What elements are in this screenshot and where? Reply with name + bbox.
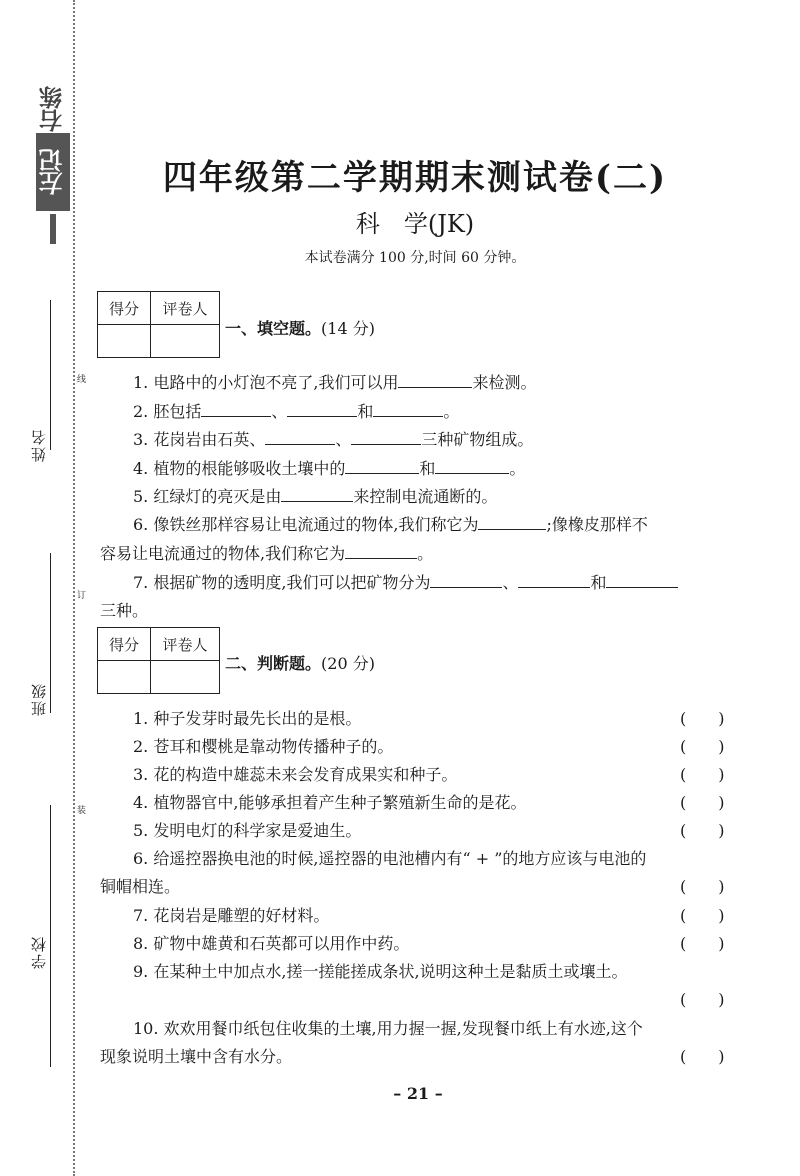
score-box-2 (97, 627, 220, 694)
fill-q7-line2: 三种。 (100, 601, 149, 620)
school-fill-line (50, 805, 51, 1067)
answer-blank[interactable] (435, 459, 509, 474)
judge-q9: 9. 在某种土中加点水,搓一搓能搓成条状,说明这种土是黏质土或壤土。 (133, 962, 628, 981)
binding-mark-xian: 线 (77, 375, 87, 385)
judge-q6-line2: 铜帽相连。 (100, 877, 181, 896)
judge-q4: 4. 植物器官中,能够承担着产生种子繁殖新生命的是花。 (133, 793, 527, 812)
section-1-heading: 一、填空题。(14 分) (225, 319, 375, 338)
judge-q10-line2: 现象说明土壤中含有水分。 (100, 1047, 293, 1066)
grader-cell[interactable] (151, 325, 220, 358)
answer-blank[interactable] (345, 544, 417, 559)
fill-q7-line1: 7. 根据矿物的透明度,我们可以把矿物分为 、 和 (133, 570, 678, 593)
school-label: 学校 (30, 935, 48, 969)
fill-q6-line2: 容易让电流通过的物体,我们称它为 。 (100, 544, 434, 563)
grader-cell[interactable] (151, 661, 220, 694)
answer-paren[interactable]: ( ) (680, 1047, 725, 1066)
brand-logo: 左记 (36, 133, 70, 211)
answer-paren[interactable]: ( ) (680, 821, 725, 840)
answer-blank[interactable] (345, 459, 419, 474)
class-label: 班级 (30, 682, 48, 716)
answer-paren[interactable]: ( ) (680, 737, 725, 756)
answer-paren[interactable]: ( ) (680, 934, 725, 953)
answer-blank[interactable] (430, 573, 502, 588)
fill-q6-line1: 6. 像铁丝那样容易让电流通过的物体,我们称它为 ;像橡皮那样不 (133, 515, 648, 534)
section-2-heading: 二、判断题。(20 分) (225, 654, 375, 673)
answer-blank[interactable] (373, 402, 443, 417)
answer-blank[interactable] (265, 430, 335, 445)
fill-q5: 5. 红绿灯的亮灭是由 来控制电流通断的。 (133, 487, 498, 506)
answer-paren[interactable]: ( ) (680, 990, 725, 1009)
answer-blank[interactable] (518, 573, 590, 588)
answer-blank[interactable] (281, 487, 353, 502)
answer-blank[interactable] (398, 373, 472, 388)
fill-q3: 3. 花岗岩由石英、 、 三种矿物组成。 (133, 430, 534, 449)
answer-paren[interactable]: ( ) (680, 906, 725, 925)
binding-mark-zhuang: 装 (77, 806, 87, 816)
answer-paren[interactable]: ( ) (680, 793, 725, 812)
judge-q2: 2. 苍耳和樱桃是靠动物传播种子的。 (133, 737, 394, 756)
fill-q1: 1. 电路中的小灯泡不亮了,我们可以用 来检测。 (133, 373, 537, 392)
brand-text: 右练 (40, 86, 66, 132)
score-cell[interactable] (98, 325, 151, 358)
grader-header: 评卷人 (151, 292, 220, 325)
judge-q10-line1: 10. 欢欢用餐巾纸包住收集的土壤,用力握一握,发现餐巾纸上有水迹,这个 (133, 1019, 643, 1038)
answer-blank[interactable] (351, 430, 421, 445)
name-label: 姓名 (30, 428, 48, 462)
fill-q4: 4. 植物的根能够吸收土壤中的 和 。 (133, 459, 526, 478)
class-fill-line (50, 553, 51, 713)
judge-q6-line1: 6. 给遥控器换电池的时候,遥控器的电池槽内有“ + ”的地方应该与电池的 (133, 849, 647, 868)
judge-q7: 7. 花岗岩是雕塑的好材料。 (133, 906, 330, 925)
binding-mark-ding: 订 (77, 591, 87, 601)
fill-q2: 2. 胚包括 、 和 。 (133, 402, 460, 421)
answer-blank[interactable] (201, 402, 271, 417)
grader-header: 评卷人 (151, 628, 220, 661)
answer-blank[interactable] (287, 402, 357, 417)
judge-q5: 5. 发明电灯的科学家是爱迪生。 (133, 821, 362, 840)
score-header: 得分 (98, 628, 151, 661)
subject-title: 科 学(JK) (355, 210, 475, 238)
section-1-points: (14 分) (321, 319, 375, 338)
name-fill-line (50, 300, 51, 450)
judge-q8: 8. 矿物中雄黄和石英都可以用作中药。 (133, 934, 410, 953)
answer-paren[interactable]: ( ) (680, 709, 725, 728)
exam-note: 本试卷满分 100 分,时间 60 分钟。 (304, 250, 526, 266)
answer-blank[interactable] (478, 515, 546, 530)
section-2-points: (20 分) (321, 654, 375, 673)
answer-blank[interactable] (606, 573, 678, 588)
judge-q1: 1. 种子发芽时最先长出的是根。 (133, 709, 362, 728)
answer-paren[interactable]: ( ) (680, 765, 725, 784)
page-title: 四年级第二学期期末测试卷(二) (162, 158, 668, 198)
judge-q3: 3. 花的构造中雄蕊未来会发育成果实和种子。 (133, 765, 458, 784)
answer-paren[interactable]: ( ) (680, 877, 725, 896)
score-cell[interactable] (98, 661, 151, 694)
score-box-1 (97, 291, 220, 358)
score-header: 得分 (98, 292, 151, 325)
page-number: – 21 – (393, 1084, 443, 1103)
